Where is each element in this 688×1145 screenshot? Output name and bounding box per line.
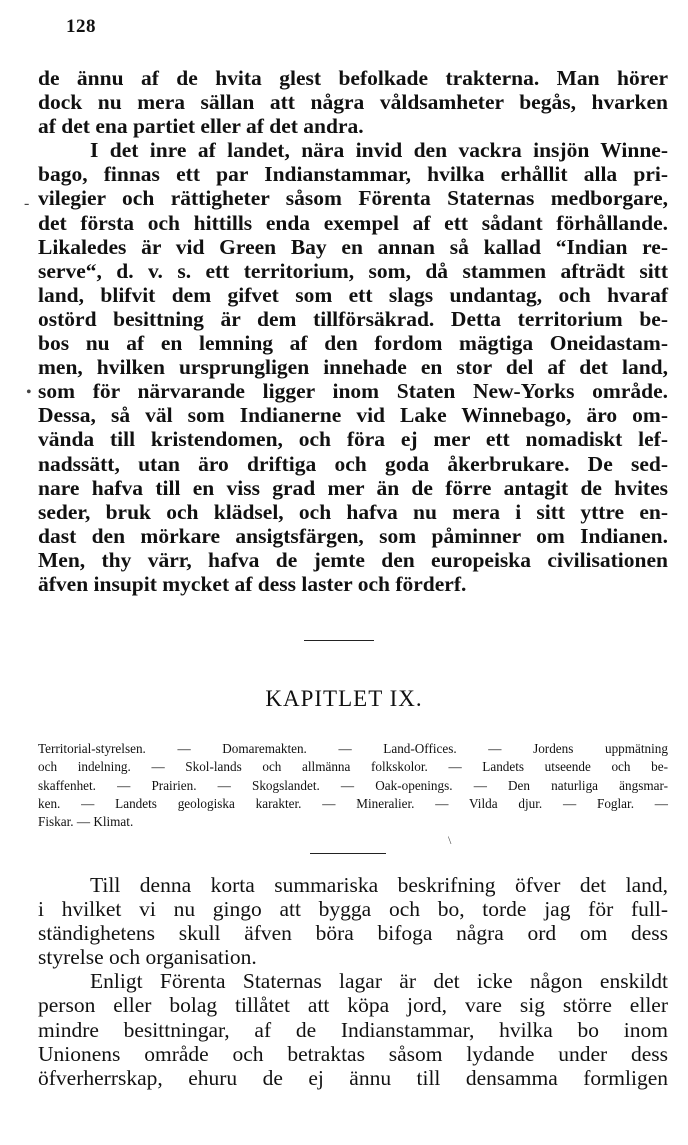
- paragraph-2-line: vända till kristendomen, och föra ej mer ett nomadiskt lef-: [38, 427, 668, 452]
- paragraph-1-line: de ännu af de hvita glest befolkade trakterna. Man hörer: [38, 66, 668, 90]
- paragraph-2-line: äfven insupit mycket af dess laster och förderf.: [38, 571, 467, 596]
- paragraph-2-line: Dessa, så väl som Indianerne vid Lake Winnebago, äro om-: [38, 403, 668, 428]
- paragraph-2-line: nare hafva till en viss grad mer än de förre antagit de hvites: [38, 475, 668, 500]
- paragraph-2-line: som för närvarande ligger inom Staten New-Yorks område.: [38, 379, 668, 404]
- chapter-summary-line: och indelning. — Skol-lands och allmänna folkskolor. — Landets utseende och be-: [38, 759, 668, 775]
- chapter-summary-line: Territorial-styrelsen. — Domaremakten. — Land-Offices. — Jordens uppmätning: [38, 741, 668, 756]
- paragraph-2-line: nadssätt, utan äro driftiga och goda åkerbrukare. De sed-: [38, 451, 668, 476]
- paragraph-2-line: seder, bruk och klädsel, och hafva nu mera i sitt yttre en-: [38, 499, 668, 524]
- chapter-summary-line: ken. — Landets geologiska karakter. — Mineralier. — Vilda djur. — Foglar. —: [38, 795, 668, 811]
- paragraph-2-line: vilegier och rättigheter såsom Förenta Staternas medborgare,: [38, 186, 668, 211]
- paragraph-1-line: dock nu mera sällan att några våldsamheter begås, hvarken: [38, 90, 668, 115]
- paragraph-2-line: bos nu af en lemning af den fordom mägtiga Oneidastam-: [38, 331, 668, 356]
- page-number: 128: [66, 16, 96, 37]
- paragraph-2-line: I det inre af landet, nära invid den vackra insjön Winne-: [90, 138, 668, 163]
- paragraph-3-line: i hvilket vi nu gingo att bygga och bo, torde jag för full-: [38, 897, 668, 922]
- chapter-heading: KAPITLET IX.: [265, 686, 423, 711]
- paragraph-2-line: dast den mörkare ansigtsfärgen, som påminner om Indianen.: [38, 523, 668, 548]
- paragraph-3-line: ständighetens skull äfven böra bifoga några ord om dess: [38, 921, 668, 946]
- paragraph-2-line: men, hvilken ursprungligen innehade en stor del af det land,: [38, 355, 668, 380]
- margin-mark: -: [24, 195, 30, 212]
- paragraph-2-line: ostörd besittning är dem tillförsäkrad. Detta territorium be-: [38, 306, 668, 331]
- paragraph-2-line: bago, finnas ett par Indianstammar, hvilka erhållit alla pri-: [38, 162, 668, 187]
- paragraph-2-line: det första och hittills enda exempel af ett sådant förhållande.: [38, 210, 668, 235]
- main-text-lower: [38, 873, 668, 1090]
- paragraph-4-line: öfverherrskap, ehuru de ej ännu till densamma formligen: [38, 1065, 668, 1090]
- paragraph-4-line: Unionens område och betraktas såsom lydande under dess: [38, 1041, 668, 1066]
- chapter-summary-line: Fiskar. — Klimat.: [38, 814, 134, 830]
- paragraph-2-line: land, blifvit dem gifvet som ett slags undantag, och hvaraf: [38, 282, 668, 307]
- paragraph-4-line: person eller bolag tillåtet att köpa jord, vare sig större eller: [38, 993, 668, 1018]
- section-divider: [304, 640, 374, 641]
- chapter-summary: [38, 740, 668, 831]
- paragraph-2-line: Likaledes är vid Green Bay en annan så kallad “Indian re-: [38, 234, 668, 259]
- main-text-upper: [38, 66, 668, 596]
- paragraph-2-line: Men, thy värr, hafva de jemte den europeiska civilisationen: [38, 547, 668, 572]
- paragraph-4-line: Enligt Förenta Staternas lagar är det icke någon enskildt: [90, 969, 668, 994]
- chapter-summary-line: skaffenhet. — Prairien. — Skogslandet. — Oak-openings. — Den naturliga ängsmar-: [38, 777, 668, 793]
- margin-mark: \: [448, 833, 452, 847]
- section-divider: [310, 853, 386, 854]
- paragraph-4-line: mindre besittningar, af de Indianstammar, hvilka bo inom: [38, 1017, 668, 1042]
- paragraph-3-line: Till denna korta summariska beskrifning öfver det land,: [90, 873, 668, 897]
- margin-mark: •: [26, 384, 32, 401]
- paragraph-2-line: serve“, d. v. s. ett territorium, som, då stammen afträdt sitt: [38, 258, 668, 283]
- paragraph-3-line: styrelse och organisation.: [38, 945, 257, 970]
- paragraph-1-line: af det ena partiet eller af det andra.: [38, 114, 364, 139]
